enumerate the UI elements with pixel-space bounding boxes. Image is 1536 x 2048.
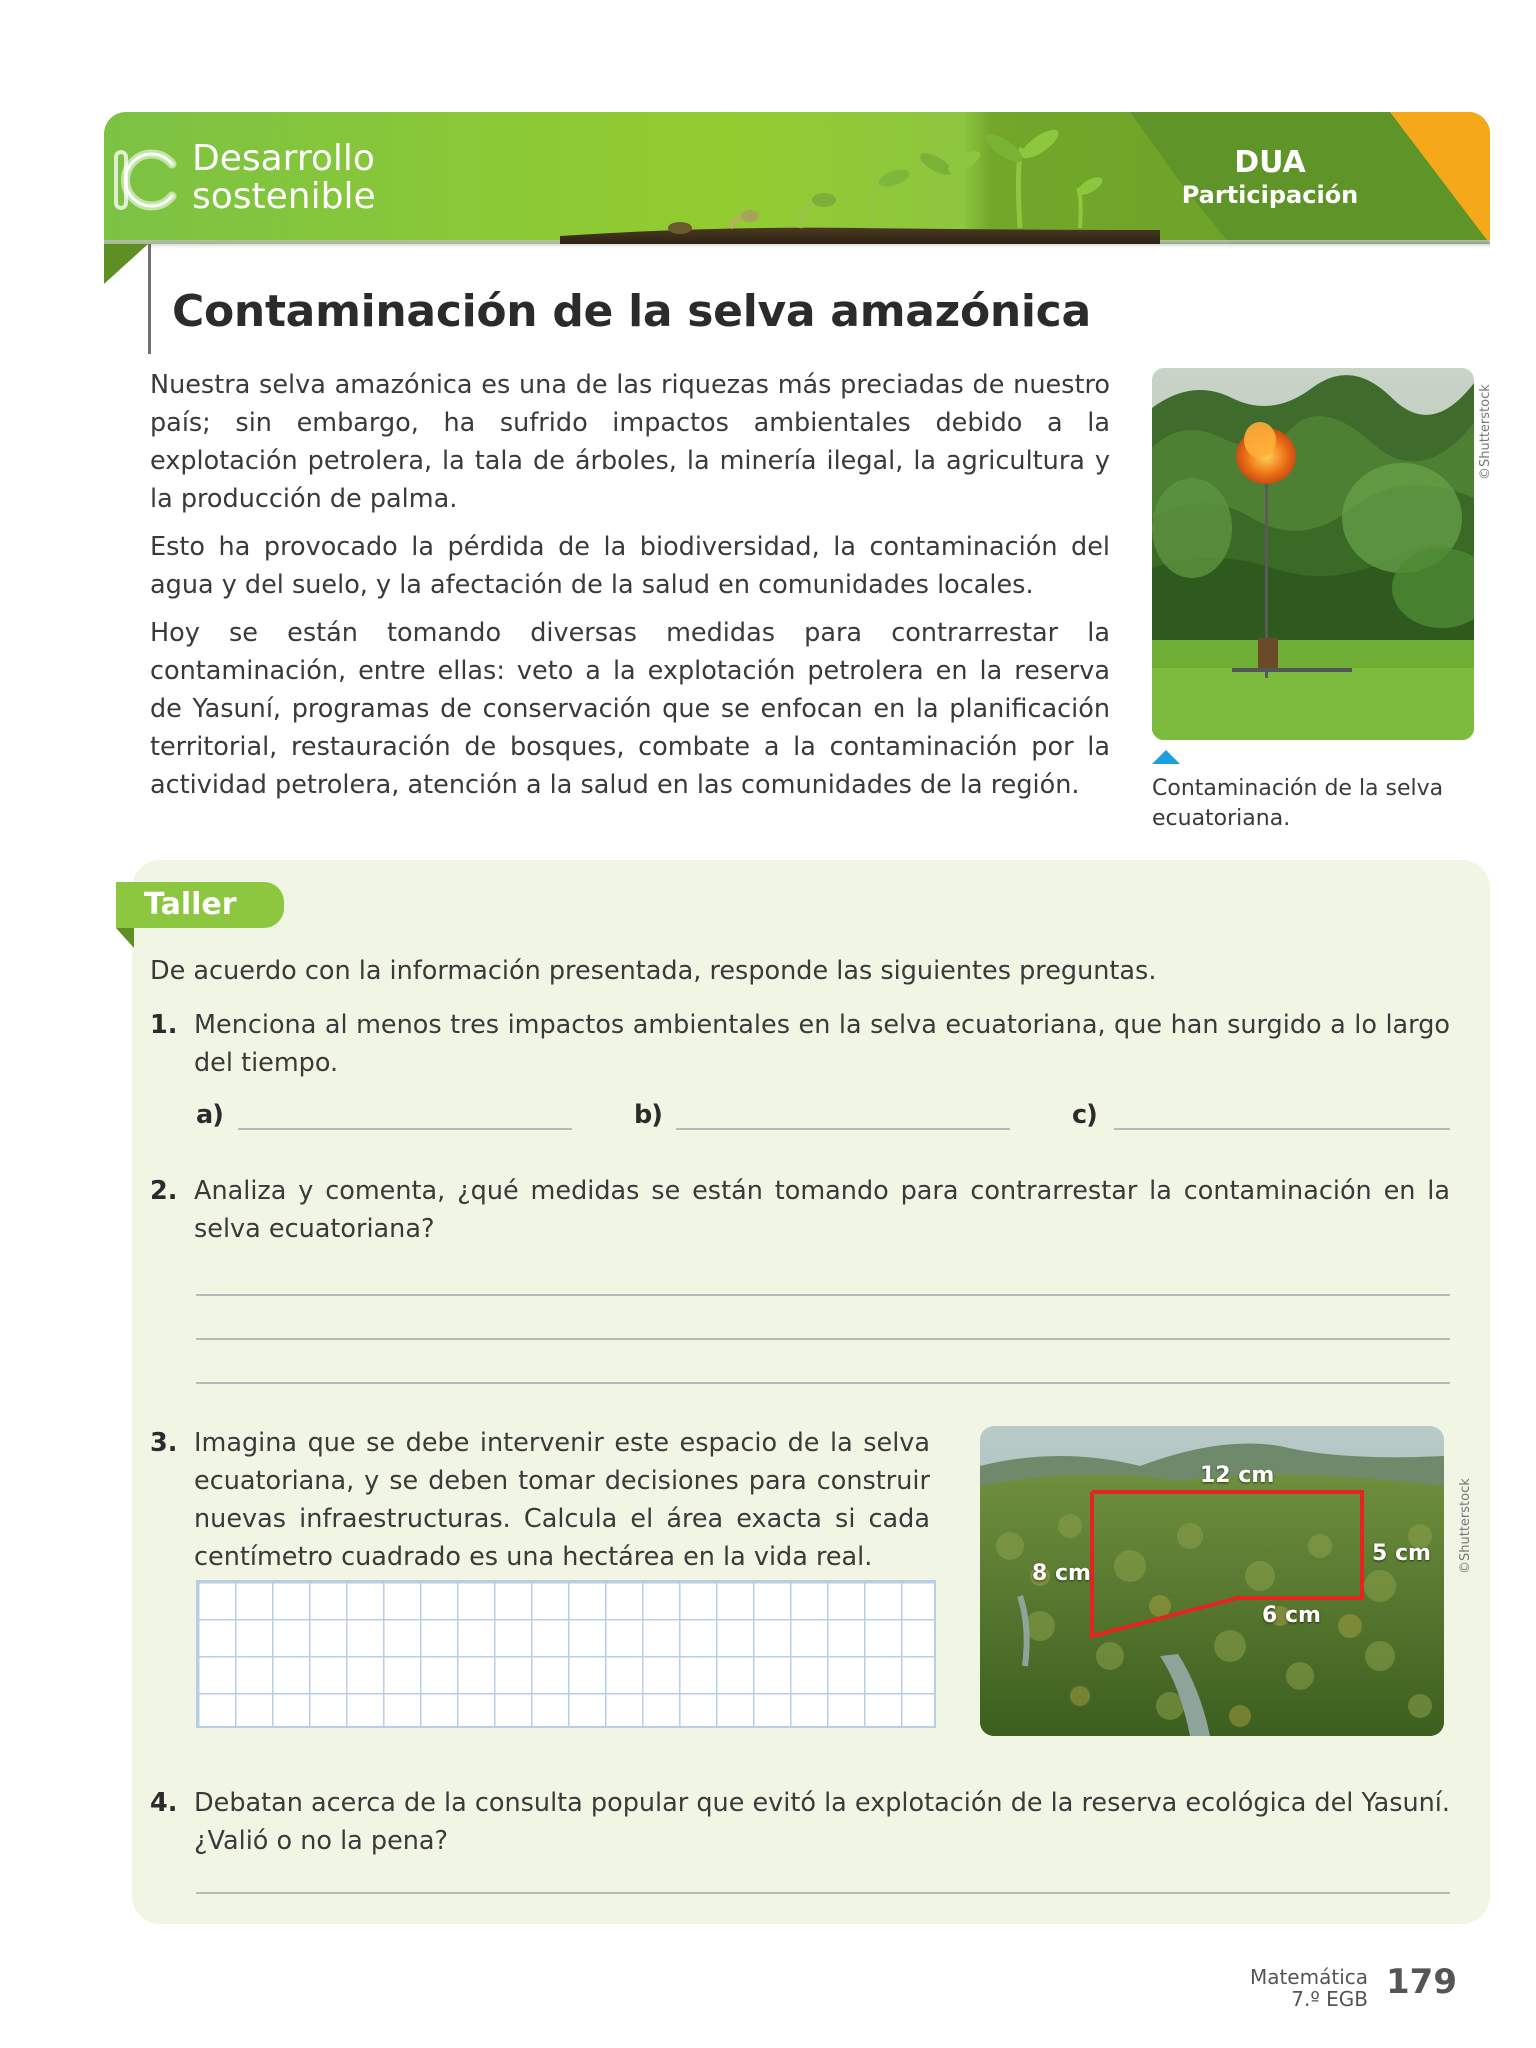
question-1-number: 1.: [150, 1010, 178, 1040]
section-title: [192, 140, 376, 216]
option-c-label: c): [1072, 1100, 1097, 1130]
footer-subject: Matemática: [1249, 1965, 1368, 1989]
answer-line-b[interactable]: [676, 1128, 1010, 1130]
taller-instructions: De acuerdo con la información presentada, responde las siguientes preguntas.: [150, 956, 1157, 986]
dua-title: DUA: [1234, 145, 1306, 180]
photo1-caption: Contaminación de la selva ecuatoriana.: [1152, 776, 1444, 831]
intro-text: [150, 366, 1110, 814]
question-2-text: Analiza y comenta, ¿qué medidas se están tomando para contrarrestar la contaminación en la selva ecuatoriana?: [194, 1176, 1450, 1244]
caption-triangle-icon: [1152, 750, 1180, 764]
intro-paragraph-3: Hoy se están tomando diversas medidas para contrarrestar la contaminación, entre ellas: veto a la explotación petrolera en la reserva de Yasuní, programas de conservación que se enfocan en la planificación territorial, restauración de bosques, combate a la contaminación por la actividad petrolera, atención a la salud en las comunidades de la región.: [150, 618, 1110, 800]
square-grid-workspace[interactable]: [196, 1580, 936, 1728]
answer-line-c[interactable]: [1114, 1128, 1450, 1130]
sprouts-illustration: [560, 128, 1160, 244]
option-a-label: a): [196, 1100, 223, 1130]
answer-line-4[interactable]: [196, 1892, 1450, 1894]
answer-line-2-1[interactable]: [196, 1294, 1450, 1296]
page-number: 179: [1386, 1962, 1457, 2002]
question-3-number: 3.: [150, 1428, 178, 1458]
banner-fold: [104, 244, 148, 284]
answer-line-2-2[interactable]: [196, 1338, 1450, 1340]
dimension-label-right: 5 cm: [1372, 1541, 1431, 1566]
photo1-credit: ©Shutterstock: [1478, 384, 1493, 480]
taller-label: Taller: [116, 882, 284, 928]
oil-flare-photo: [1152, 368, 1474, 740]
question-1-text: Menciona al menos tres impactos ambientales en la selva ecuatoriana, que han surgido a lo largo del tiempo.: [194, 1010, 1450, 1078]
question-4-number: 4.: [150, 1788, 178, 1818]
question-4-text: Debatan acerca de la consulta popular que evitó la explotación de la reserva ecológica del Yasuní. ¿Valió o no la pena?: [194, 1788, 1450, 1856]
dimension-label-bottom: 6 cm: [1262, 1603, 1321, 1628]
dimension-label-top: 12 cm: [1200, 1463, 1275, 1488]
taller-fold: [116, 928, 134, 948]
intro-paragraph-2: Esto ha provocado la pérdida de la biodiversidad, la contaminación del agua y del suelo, y la afectación de la salud en comunidades locales.: [150, 532, 1110, 600]
section-title-line2: sostenible: [192, 176, 376, 217]
option-b-label: b): [634, 1100, 662, 1130]
answer-line-2-3[interactable]: [196, 1382, 1450, 1384]
intro-paragraph-1: Nuestra selva amazónica es una de las riquezas más preciadas de nuestro país; sin embargo, ha sufrido impactos ambientales debido a la explotación petrolera, la tala de árboles, la minería ilegal, la agricultura y la producción de palma.: [150, 370, 1110, 514]
photo2-credit: ©Shutterstock: [1458, 1478, 1473, 1574]
ic-logo-icon: [110, 144, 180, 216]
dimension-label-left: 8 cm: [1032, 1561, 1091, 1586]
question-2: [150, 1172, 1450, 1248]
dua-subtitle: Participación: [1181, 181, 1359, 209]
dua-badge: [1160, 146, 1380, 210]
question-1: [150, 1006, 1450, 1082]
title-accent-bar: [148, 244, 151, 354]
footer-grade: 7.º EGB: [1291, 1987, 1368, 2011]
answer-line-a[interactable]: [238, 1128, 572, 1130]
question-4: [150, 1784, 1450, 1860]
question-3: [150, 1424, 930, 1576]
question-3-text: Imagina que se debe intervenir este espacio de la selva ecuatoriana, y se deben tomar decisiones para construir nuevas infraestructuras. Calcula el área exacta si cada centímetro cuadrado es una hectárea en la vida real.: [194, 1428, 930, 1572]
section-title-line1: Desarrollo: [192, 138, 375, 179]
page-title: Contaminación de la selva amazónica: [172, 286, 1091, 337]
question-2-number: 2.: [150, 1176, 178, 1206]
